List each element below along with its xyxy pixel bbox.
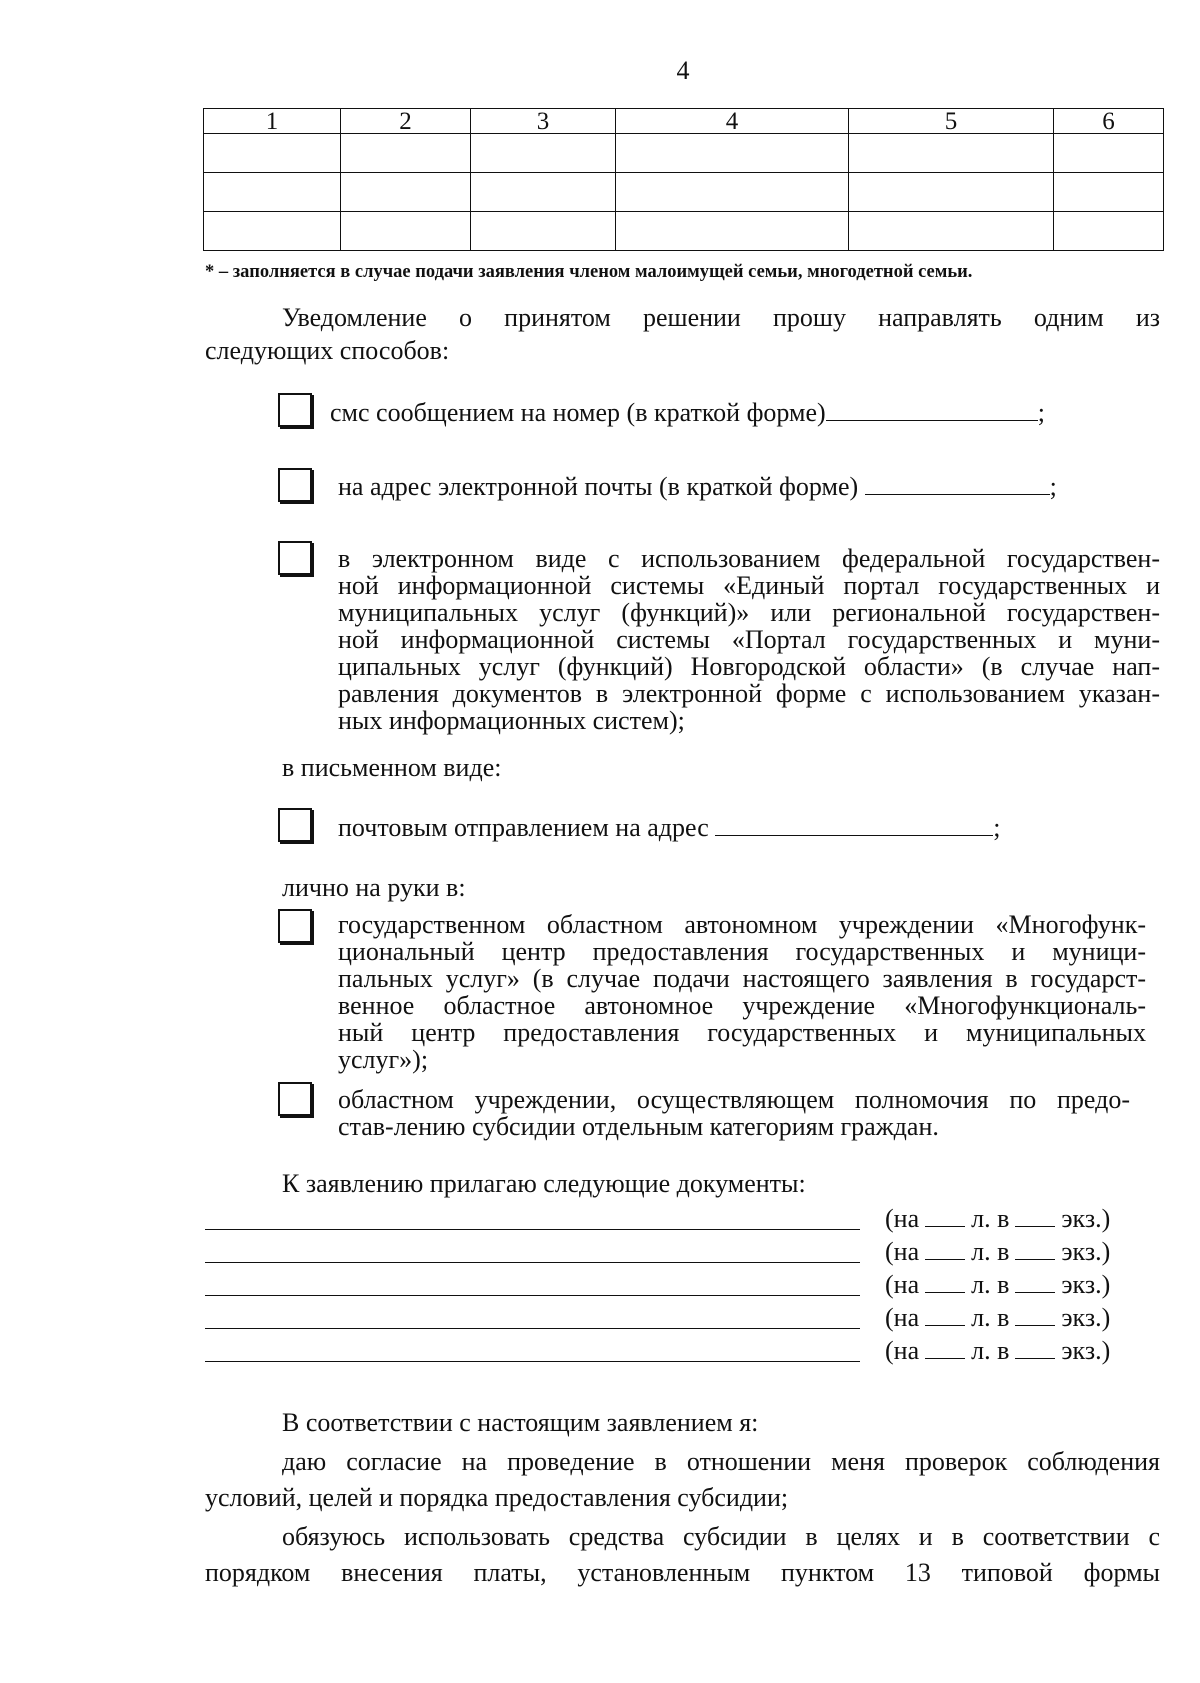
sms-option [330, 398, 1045, 426]
sheets-field[interactable] [925, 1272, 965, 1293]
doc-middle: л. в [971, 1303, 1010, 1332]
table-cell[interactable] [1054, 212, 1164, 251]
doc-middle: л. в [971, 1237, 1010, 1266]
doc-middle: л. в [971, 1204, 1010, 1233]
copies-field[interactable] [1015, 1305, 1055, 1326]
document-details [885, 1270, 1110, 1300]
column-header: 4 [616, 109, 849, 134]
doc-suffix: экз.) [1061, 1303, 1111, 1332]
written-heading: в письменном виде: [282, 753, 502, 782]
doc-prefix: (на [885, 1237, 920, 1266]
copies-field[interactable] [1015, 1239, 1055, 1260]
portal-line: в электронном виде с использованием федеральной государствен- [338, 544, 1160, 573]
sms-option-end: ; [1037, 398, 1045, 427]
mfc-line: государственном областном автономном учреждении «Многофунк- [338, 910, 1146, 939]
table-cell[interactable] [341, 134, 471, 173]
portal-line: ной информационной системы «Портал государственных и муни- [338, 625, 1160, 654]
notification-intro-line2: следующих способов: [205, 336, 450, 365]
consent-p2-line2: порядком внесения платы, установленным пунктом 13 типовой формы [205, 1558, 1160, 1587]
table-cell[interactable] [341, 212, 471, 251]
portal-line: ципальных услуг (функций) Новгородской области» (в случае нап- [338, 652, 1160, 681]
table-cell[interactable] [849, 134, 1054, 173]
column-header: 3 [471, 109, 616, 134]
copies-field[interactable] [1015, 1206, 1055, 1227]
notification-intro-line1: Уведомление о принятом решении прошу направлять одним из [282, 303, 1160, 332]
doc-middle: л. в [971, 1270, 1010, 1299]
table-cell[interactable] [616, 212, 849, 251]
post-option-label: почтовым отправлением на адрес [338, 813, 709, 842]
doc-prefix: (на [885, 1204, 920, 1233]
portal-checkbox[interactable] [278, 541, 312, 575]
doc-prefix: (на [885, 1336, 920, 1365]
doc-prefix: (на [885, 1303, 920, 1332]
document-name-field[interactable] [205, 1295, 860, 1296]
doc-suffix: экз.) [1061, 1237, 1111, 1266]
email-option-end: ; [1049, 472, 1057, 501]
document-details [885, 1204, 1110, 1234]
email-option-label: на адрес электронной почты (в краткой форме) [338, 472, 859, 501]
portal-line: ной информационной системы «Единый портал государственных и [338, 571, 1160, 600]
sheets-field[interactable] [925, 1338, 965, 1359]
document-row [205, 1270, 1135, 1302]
post-option-end: ; [993, 813, 1001, 842]
table-cell[interactable] [849, 212, 1054, 251]
post-checkbox[interactable] [278, 808, 312, 842]
column-header: 2 [341, 109, 471, 134]
documents-heading: К заявлению прилагаю следующие документы: [282, 1169, 806, 1198]
regional-line: областном учреждении, осуществляющем полномочия по предо- [338, 1085, 1130, 1114]
table-row [204, 212, 1164, 251]
table-cell[interactable] [204, 212, 341, 251]
consent-p1-line2: условий, целей и порядка предоставления субсидии; [205, 1483, 789, 1512]
table-cell[interactable] [341, 173, 471, 212]
table-cell[interactable] [204, 134, 341, 173]
portal-line: равления документов в электронной форме с использованием указан- [338, 679, 1160, 708]
document-name-field[interactable] [205, 1328, 860, 1329]
sms-option-label: смс сообщением на номер (в краткой форме) [330, 398, 826, 427]
table-cell[interactable] [1054, 173, 1164, 212]
regional-option [338, 1086, 1130, 1140]
consent-p1-line1: даю согласие на проведение в отношении меня проверок соблюдения [282, 1447, 1160, 1476]
sheets-field[interactable] [925, 1305, 965, 1326]
footnote: * – заполняется в случае подачи заявления членом малоимущей семьи, многодетной семьи. [205, 262, 973, 282]
table-cell[interactable] [471, 134, 616, 173]
column-header: 1 [204, 109, 341, 134]
post-option [338, 813, 1000, 841]
document-name-field[interactable] [205, 1229, 860, 1230]
doc-prefix: (на [885, 1270, 920, 1299]
email-option [338, 472, 1057, 500]
table-row [204, 173, 1164, 212]
table-header-row [204, 109, 1164, 134]
data-table [203, 108, 1164, 251]
sheets-field[interactable] [925, 1239, 965, 1260]
table-cell[interactable] [616, 134, 849, 173]
document-name-field[interactable] [205, 1262, 860, 1263]
regional-line: став-лению субсидии отдельным категориям граждан. [338, 1112, 939, 1141]
copies-field[interactable] [1015, 1338, 1055, 1359]
mfc-checkbox[interactable] [278, 909, 312, 943]
document-row [205, 1237, 1135, 1269]
portal-line: ных информационных систем); [338, 706, 685, 735]
consent-p2-line1: обязуюсь использовать средства субсидии в целях и в соответствии с [282, 1522, 1160, 1551]
sms-checkbox[interactable] [278, 393, 312, 427]
mfc-line: ный центр предоставления государственных и муниципальных [338, 1018, 1146, 1047]
doc-middle: л. в [971, 1336, 1010, 1365]
sms-number-field[interactable] [826, 398, 1038, 421]
table-cell[interactable] [1054, 134, 1164, 173]
consent-heading: В соответствии с настоящим заявлением я: [282, 1408, 759, 1437]
mfc-line: услуг»); [338, 1045, 429, 1074]
table-cell[interactable] [471, 212, 616, 251]
document-row [205, 1204, 1135, 1236]
doc-suffix: экз.) [1061, 1270, 1111, 1299]
doc-suffix: экз.) [1061, 1336, 1111, 1365]
document-details [885, 1237, 1110, 1267]
column-header: 6 [1054, 109, 1164, 134]
portal-option [338, 545, 1160, 734]
table-cell[interactable] [616, 173, 849, 212]
document-row [205, 1336, 1135, 1368]
table-cell[interactable] [471, 173, 616, 212]
table-row [204, 134, 1164, 173]
mfc-option [338, 911, 1146, 1073]
copies-field[interactable] [1015, 1272, 1055, 1293]
mfc-line: пальных услуг» (в случае подачи настоящего заявления в государст- [338, 964, 1146, 993]
column-header: 5 [849, 109, 1054, 134]
email-checkbox[interactable] [278, 468, 312, 502]
portal-line: муниципальных услуг (функций)» или региональной государствен- [338, 598, 1160, 627]
regional-checkbox[interactable] [278, 1082, 312, 1116]
document-name-field[interactable] [205, 1361, 860, 1362]
page-number: 4 [676, 56, 690, 85]
sheets-field[interactable] [925, 1206, 965, 1227]
document-details [885, 1303, 1110, 1333]
document-row [205, 1303, 1135, 1335]
doc-suffix: экз.) [1061, 1204, 1111, 1233]
email-address-field[interactable] [865, 472, 1050, 495]
table-cell[interactable] [204, 173, 341, 212]
document-details [885, 1336, 1110, 1366]
mfc-line: венное областное автономное учреждение «Многофункциональ- [338, 991, 1146, 1020]
post-address-field[interactable] [715, 813, 993, 836]
personal-heading: лично на руки в: [282, 873, 466, 902]
mfc-line: циональный центр предоставления государственных и муници- [338, 937, 1146, 966]
table-cell[interactable] [849, 173, 1054, 212]
